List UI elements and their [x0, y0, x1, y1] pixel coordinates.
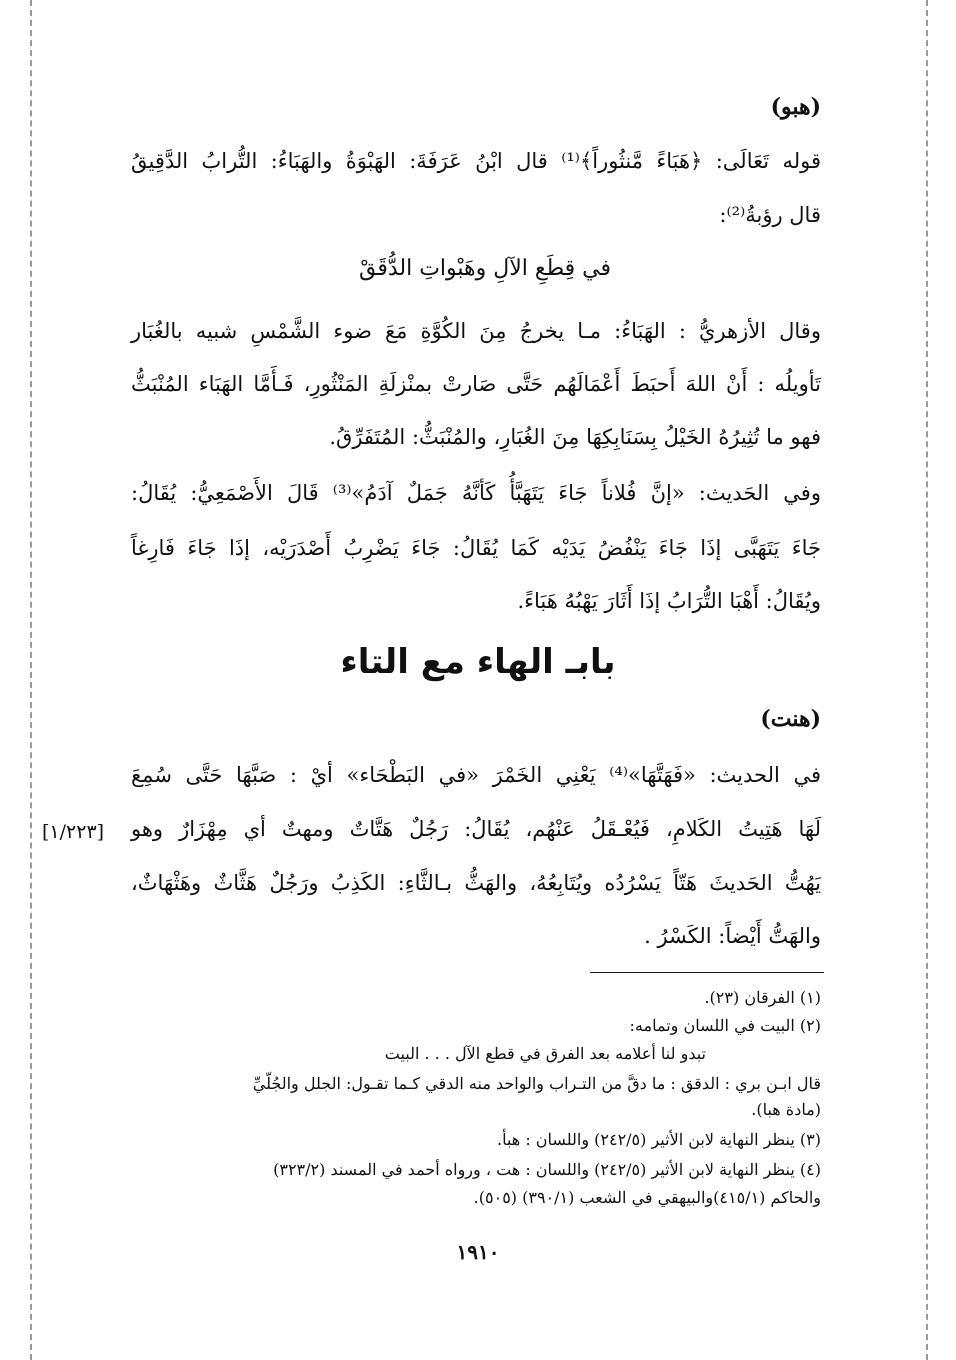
footnote-2-source: (مادة هبا).: [751, 1100, 821, 1119]
margin-reference: [١/٢٢٣]: [42, 821, 105, 843]
entry1-line-7: وفي الحَديث: «إنَّ فُلاناً جَاءَ يَتَهَبَّأُ كَأنَّهُ جَمَلٌ آدَمُ»⁽³⁾ قَالَ الأَصْمَعِيُّ: يُقَالُ:: [131, 481, 821, 505]
footnote-2-note: قال ابـن بري : الدقق : ما دقَّ من التـراب والواحد منه الدقي كـما تقـول: الجلل والجُلّيِّ: [252, 1074, 821, 1093]
entry1-line-8: جَاءَ يَتَهَبَّى إذَا جَاءَ يَنْفُضُ يَدَيْه كَمَا يُقَالُ: جَاءَ يَضْرِبُ أَصْدَرَيْه، إذَا جَاءَ فَارِغاً: [131, 536, 821, 560]
entry-heading-hbw: (هبو): [770, 94, 821, 120]
entry-heading-hnt: (هنت): [760, 706, 821, 732]
entry1-line-5: تَأويلُه : أَنْ اللهَ أَحبَطَ أَعْمَالَهُم حَتَّى صَارتْ بمنْزلَةِ المَنْثُورِ، فَـأَمَّا الهَبَاء المُنْبَثُّ: [131, 372, 821, 396]
entry2-line-2: لَهَا هَتِيتُ الكَلامِ، فَيُعْـقَلُ عَنْهُم، يُقَالُ: رَجُلٌ هَتَّاتٌ ومهتٌ أي مِهْزَارٌ وهو: [131, 817, 821, 841]
entry1-line-9: ويُقَالُ: أَهْبَا التُّرَابُ إذَا أَثَارَ يَهْبُهُ هَبَاءً.: [517, 589, 821, 613]
entry2-line-1: في الحديث: «فَهَتَّهَا»⁽⁴⁾ يَعْنِي الخَمْرَ «في البَطْحَاء» أيْ : صَبَّهَا حَتَّى سُمِعَ: [131, 763, 821, 787]
verse-line: في قِطَعِ الآلِ وهَبْواتِ الدُّقَقْ: [358, 256, 611, 281]
entry1-line-4: وقال الأزهريُّ : الهَبَاءُ: مـا يخرجُ مِنَ الكُوَّةِ مَعَ ضوء الشَّمْسِ شبيه بالغُبَار: [131, 319, 821, 343]
entry2-line-4: والهَتُّ أَيْضاً: الكَسْرُ .: [644, 924, 821, 948]
chapter-title: بابـ الهاء مع التاء: [340, 642, 616, 682]
entry1-line-6: فهو ما تُثِيرُهُ الخَيْلُ بِسَنَابِكِهَا مِنَ الغُبَارِ، والمُنْبَثُّ: المُتَفَرِّقُ.: [329, 425, 821, 449]
entry1-line-1: قوله تَعَالَى: ﴿هَبَاءً مَّنثُوراً﴾⁽¹⁾ قال ابْنُ عَرَفَةَ: الهَبْوَةُ والهَبَاءُ: التُّرابُ الدَّقِيقُ: [131, 149, 821, 173]
footnote-1: (١) الفرقان (٢٣).: [704, 988, 821, 1007]
footnote-2-verse: تبدو لنا أعلامه بعد الفرق في قطع الآل . . . البيت: [384, 1044, 706, 1063]
footnote-4-cont: والحاكم (٤١٥/١)والبيهقي في الشعب (٣٩٠/١) (٥٠٥).: [473, 1188, 821, 1207]
footnote-separator: [590, 972, 824, 973]
footnote-4: (٤) ينظر النهاية لابن الأثير (٢٤٢/٥) واللسان : هت ، ورواه أحمد في المسند (٣٢٣/٢): [273, 1160, 821, 1179]
footnote-3: (٣) ينظر النهاية لابن الأثير (٢٤٢/٥) واللسان : هبأ.: [497, 1130, 821, 1149]
footnote-2: (٢) البيت في اللسان وتمامه:: [629, 1016, 821, 1035]
page-number: ١٩١٠: [456, 1240, 500, 1264]
entry1-line-2: قال رؤبةُ⁽²⁾:: [719, 203, 821, 227]
entry2-line-3: يَهُتُّ الحَديثَ هَتّاً يَسْرُدُه ويُتَابِعُهُ، والهَثُّ بـالثَّاءِ: الكَذِبُ ورَجُلٌ هَثَّاثٌ وهَثْهَاثٌ،: [131, 871, 822, 895]
